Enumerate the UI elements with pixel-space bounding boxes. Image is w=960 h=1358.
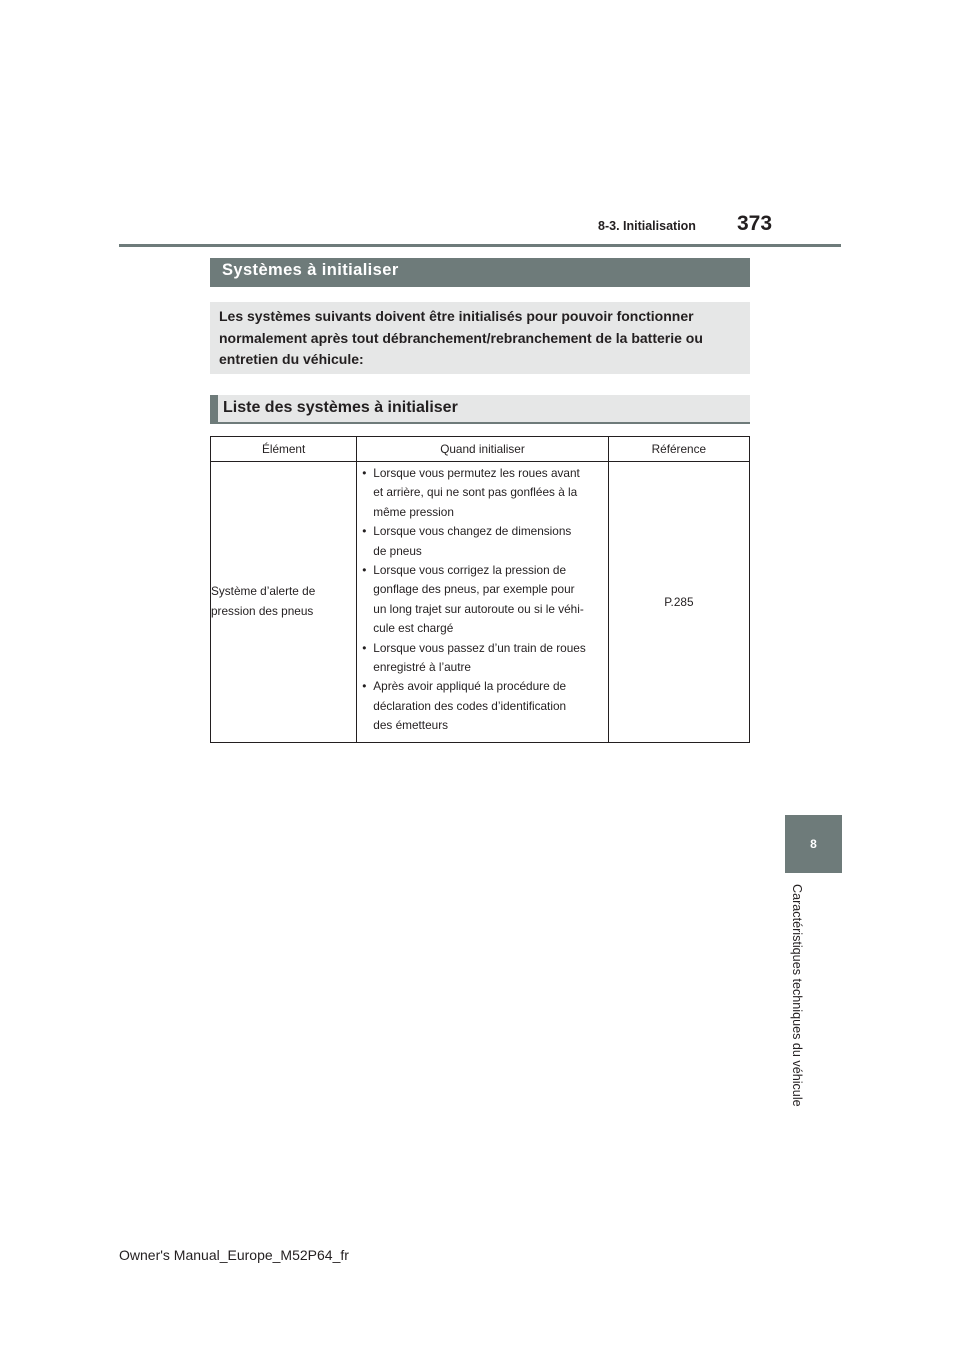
list-item [361, 561, 603, 639]
condition-line: gonflage des pneus, par exemple pour [373, 582, 575, 597]
condition-line: et arrière, qui ne sont pas gonflées à la [373, 485, 578, 500]
condition-line: Lorsque vous corrigez la pression de [373, 563, 567, 578]
section-label: 8-3. Initialisation [598, 219, 696, 233]
bullet: • [362, 679, 367, 694]
intro-box [210, 302, 750, 374]
chapter-caption: Caractéristiques techniques du véhicule [790, 884, 804, 1107]
element-line: pression des pneus [211, 603, 314, 618]
condition-line: enregistré à l’autre [373, 660, 471, 675]
bullet: • [362, 524, 367, 539]
condition-line: cule est chargé [373, 621, 454, 636]
condition-line: même pression [373, 504, 454, 519]
header-element: Élément [211, 437, 357, 462]
condition-line: Lorsque vous changez de dimensions [373, 524, 572, 539]
list-item [361, 639, 603, 678]
condition-line: Lorsque vous passez d’un train de roues [373, 640, 586, 655]
condition-line: des émetteurs [373, 718, 449, 733]
systems-table [210, 436, 750, 743]
reference-cell: P.285 [608, 462, 749, 743]
section-subtitle: Liste des systèmes à initialiser [210, 395, 750, 424]
table-row [211, 462, 750, 743]
page-title: Systèmes à initialiser [210, 258, 750, 287]
condition-line: déclaration des codes d’identification [373, 698, 567, 713]
conditions-cell [357, 462, 608, 743]
conditions-list [357, 462, 607, 742]
element-cell [211, 462, 357, 743]
condition-line: Lorsque vous permutez les roues avant [373, 466, 580, 480]
intro-line: normalement après tout débranchement/rebranchement de la batterie ou [219, 329, 703, 346]
table-header-row [211, 437, 750, 462]
chapter-tab[interactable]: 8 [785, 815, 842, 873]
condition-line: de pneus [373, 543, 422, 558]
header-rule [119, 244, 841, 247]
list-item [361, 677, 603, 735]
page-number: 373 [737, 212, 773, 235]
header-when: Quand initialiser [357, 437, 608, 462]
condition-line: Après avoir appliqué la procédure de [373, 679, 567, 694]
footer-text: Owner's Manual_Europe_M52P64_fr [119, 1247, 349, 1263]
bullet: • [362, 466, 367, 480]
list-item [361, 522, 603, 561]
bullet: • [362, 640, 367, 655]
bullet: • [362, 563, 367, 578]
element-line: Système d’alerte de [211, 584, 316, 599]
intro-line: Les systèmes suivants doivent être initialisés pour pouvoir fonctionner [219, 308, 694, 324]
list-item [361, 464, 603, 522]
condition-line: un long trajet sur autoroute ou si le véhi- [373, 601, 584, 616]
intro-line: entretien du véhicule: [219, 351, 364, 367]
header-reference: Référence [608, 437, 749, 462]
